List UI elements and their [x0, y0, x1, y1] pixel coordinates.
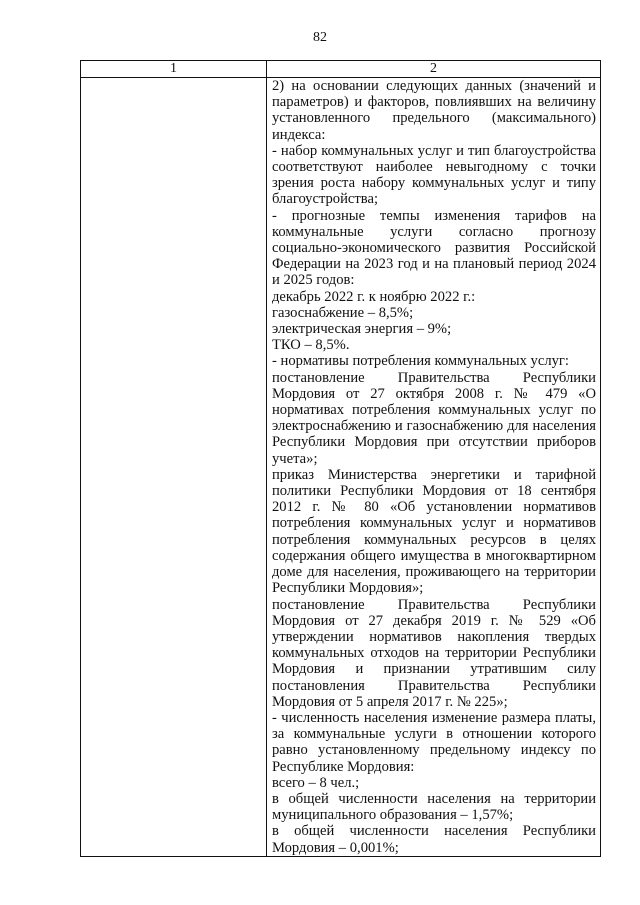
paragraph-tko: ТКО – 8,5%.: [272, 337, 350, 354]
paragraph-gas: газоснабжение – 8,5%;: [272, 304, 414, 321]
paragraph-electricity: электрическая энергия – 9%;: [272, 321, 452, 338]
paragraph-forecast-rates: - прогнозные темпы изменения тарифов на коммунальные услуги согласно прогнозу социально-экономического развития Российской Федерации на 2023 год и на плановый период 2024 и 2025 годов:: [272, 207, 596, 289]
paragraph-services-set: - набор коммунальных услуг и тип благоустройства соответствуют наиболее невыгодному с точки зрения роста набору коммунальных услуг и типу благоустройства;: [272, 142, 596, 208]
paragraph-republic-share: в общей численности населения Республики Мордовия – 0,001%;: [272, 823, 596, 856]
cell-content: [267, 78, 600, 856]
paragraph-intro: 2) на основании следующих данных (значений и параметров) и факторов, повлиявших на величину установленного предельного (максимального) индекса:: [272, 78, 596, 143]
paragraph-resolution-479: постановление Правительства Республики Мордовия от 27 октября 2008 г. № 479 «О нормативах потребления коммунальных услуг по электроснабжению и газоснабжению для населения Республики Мордовия при отсутствии приборов учета»;: [272, 369, 596, 467]
document-table: [80, 60, 601, 857]
table-row: [81, 78, 601, 857]
page-number: 82: [313, 30, 327, 45]
paragraph-total: всего – 8 чел.;: [272, 774, 360, 791]
column-2-cell: [267, 78, 601, 857]
paragraph-resolution-529: постановление Правительства Республики Мордовия от 27 декабря 2019 г. № 529 «Об утверждении нормативов накопления твердых коммунальных отходов на территории Республики Мордовия и признании утратившим силу постановления Правительства Республики Мордовия от 5 апреля 2017 г. № 225»;: [272, 596, 596, 710]
paragraph-order-80: приказ Министерства энергетики и тарифной политики Республики Мордовия от 18 сентября 2012 г. № 80 «Об установлении нормативов потребления коммунальных услуг и нормативов потребления коммунальных ресурсов в целях содержания общего имущества в многоквартирном доме для населения, проживающего на территории Республики Мордовия»;: [272, 466, 596, 597]
paragraph-municipal-share: в общей численности населения на территории муниципального образования – 1,57%;: [272, 790, 596, 824]
column-header-2: 2: [267, 61, 601, 78]
paragraph-population-heading: - численность населения изменение размера платы, за коммунальные услуги в отношении которого равно установленному предельному индексу по Республике Мордовия:: [272, 709, 596, 775]
column-header-1: 1: [81, 61, 267, 78]
table-header-row: [81, 61, 601, 78]
column-1-cell: [81, 78, 267, 857]
paragraph-norms-heading: - нормативы потребления коммунальных услуг:: [272, 353, 569, 370]
paragraph-period: декабрь 2022 г. к ноябрю 2022 г.:: [272, 288, 476, 305]
